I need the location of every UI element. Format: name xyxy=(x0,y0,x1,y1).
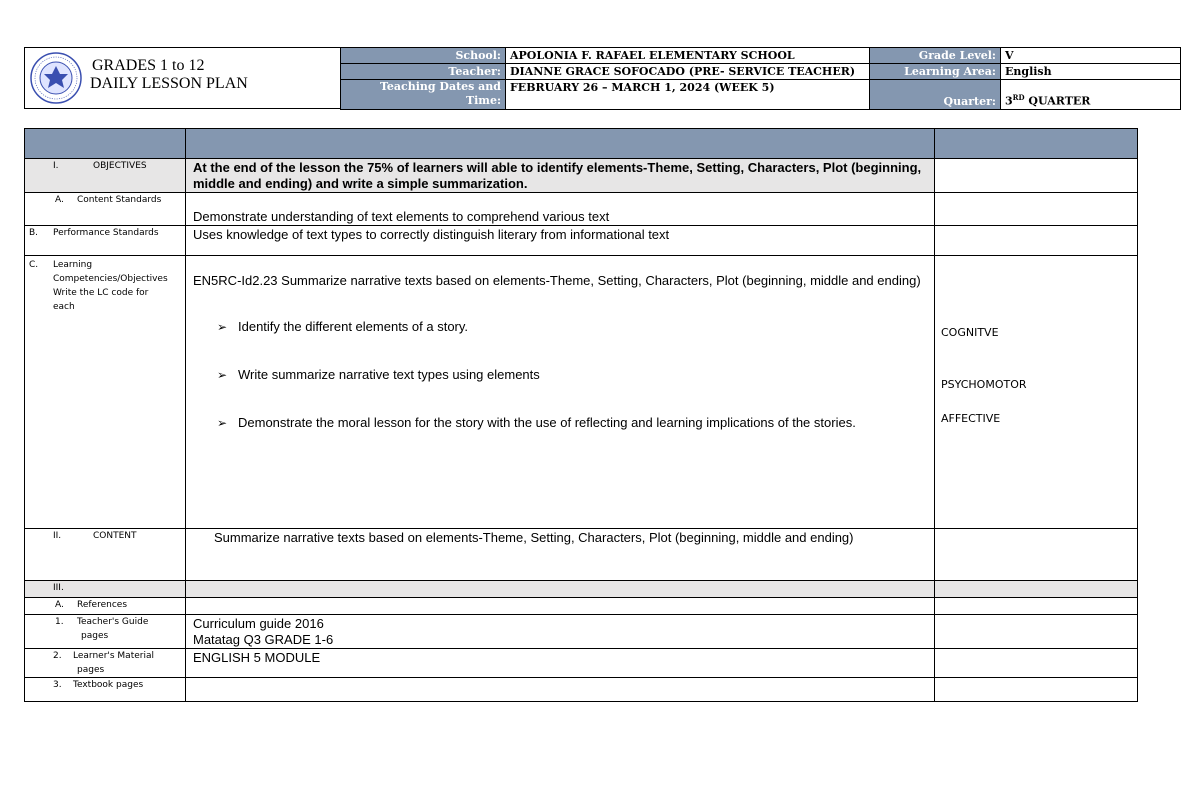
content-standards-row xyxy=(25,193,1138,226)
grade-level-value: V xyxy=(1001,48,1181,64)
domain-affective: AFFECTIVE xyxy=(941,412,1001,425)
performance-standards-label: B. Performance Standards xyxy=(25,226,186,256)
grade-level-label: Grade Level: xyxy=(870,48,1001,64)
teachers-guide-row xyxy=(25,615,1138,649)
school-label: School: xyxy=(341,48,506,64)
domain-psychomotor: PSYCHOMOTOR xyxy=(941,378,1027,391)
arrow-bullet-icon: ➢ xyxy=(217,416,228,430)
content-label: II. CONTENT xyxy=(25,529,186,581)
competency-code-text: EN5RC-Id2.23 Summarize narrative texts based on elements-Theme, Setting, Characters, Plot (beginning, middle and ending) xyxy=(193,273,921,288)
content-standards-label: A. Content Standards xyxy=(25,193,186,226)
textbook-row xyxy=(25,678,1138,702)
header-info-table xyxy=(340,47,1181,110)
learners-material-label: 2. Learner's Material pages xyxy=(25,649,186,678)
competencies-label: C. Learning Competencies/Objectives Write the LC code for each xyxy=(25,256,186,529)
teacher-value: DIANNE GRACE SOFOCADO (PRE- SERVICE TEACHER) xyxy=(506,64,870,80)
textbook-label: 3. Textbook pages xyxy=(25,678,186,702)
quarter-value: 3RD QUARTER xyxy=(1001,80,1181,110)
competencies-row xyxy=(25,256,1138,529)
performance-standards-text: Uses knowledge of text types to correctly distinguish literary from informational text xyxy=(186,226,935,256)
resources-row xyxy=(25,581,1138,598)
title-grades: GRADES 1 to 12 xyxy=(92,57,205,74)
competency-bullets xyxy=(193,319,930,431)
domains-cell xyxy=(935,256,1138,529)
teachers-guide-text: Curriculum guide 2016 Matatag Q3 GRADE 1-6 xyxy=(186,615,935,649)
learners-material-text: ENGLISH 5 MODULE xyxy=(186,649,935,678)
objectives-row xyxy=(25,159,1138,193)
learning-area-label: Learning Area: xyxy=(870,64,1001,80)
school-value: APOLONIA F. RAFAEL ELEMENTARY SCHOOL xyxy=(506,48,870,64)
bullet-item: ➢ Write summarize narrative text types using elements xyxy=(217,367,540,382)
quarter-label: Quarter: xyxy=(870,80,1001,110)
deped-seal-icon xyxy=(30,52,82,104)
performance-standards-row xyxy=(25,226,1138,256)
bullet-item: ➢ Identify the different elements of a story. xyxy=(217,319,469,334)
arrow-bullet-icon: ➢ xyxy=(217,320,228,334)
bullet-item: ➢ Demonstrate the moral lesson for the story with the use of reflecting and learning implications of the stories. xyxy=(217,415,856,430)
domain-cognitive: COGNITVE xyxy=(941,326,999,339)
objectives-label: I. OBJECTIVES xyxy=(25,159,186,193)
arrow-bullet-icon: ➢ xyxy=(217,368,228,382)
competencies-text xyxy=(186,256,935,529)
title-daily-lesson-plan: DAILY LESSON PLAN xyxy=(90,75,248,92)
content-row xyxy=(25,529,1138,581)
teaching-dates-value: FEBRUARY 26 – MARCH 1, 2024 (WEEK 5) xyxy=(506,80,870,110)
lesson-plan-table xyxy=(24,128,1138,702)
objectives-text: At the end of the lesson the 75% of learners will able to identify elements-Theme, Setting, Characters, Plot (beginning, middle and ending) and write a simple summarization. xyxy=(186,159,935,193)
teacher-label: Teacher: xyxy=(341,64,506,80)
content-standards-text: Demonstrate understanding of text elements to comprehend various text xyxy=(186,193,935,226)
resources-label: III. xyxy=(25,581,186,598)
learning-area-value: English xyxy=(1001,64,1181,80)
teaching-dates-label: Teaching Dates and Time: xyxy=(341,80,506,110)
references-row xyxy=(25,598,1138,615)
plan-header-row xyxy=(25,129,1138,159)
references-label: A. References xyxy=(25,598,186,615)
teachers-guide-label: 1. Teacher's Guide pages xyxy=(25,615,186,649)
content-text: Summarize narrative texts based on elements-Theme, Setting, Characters, Plot (beginning, middle and ending) xyxy=(186,529,935,581)
learners-material-row xyxy=(25,649,1138,678)
